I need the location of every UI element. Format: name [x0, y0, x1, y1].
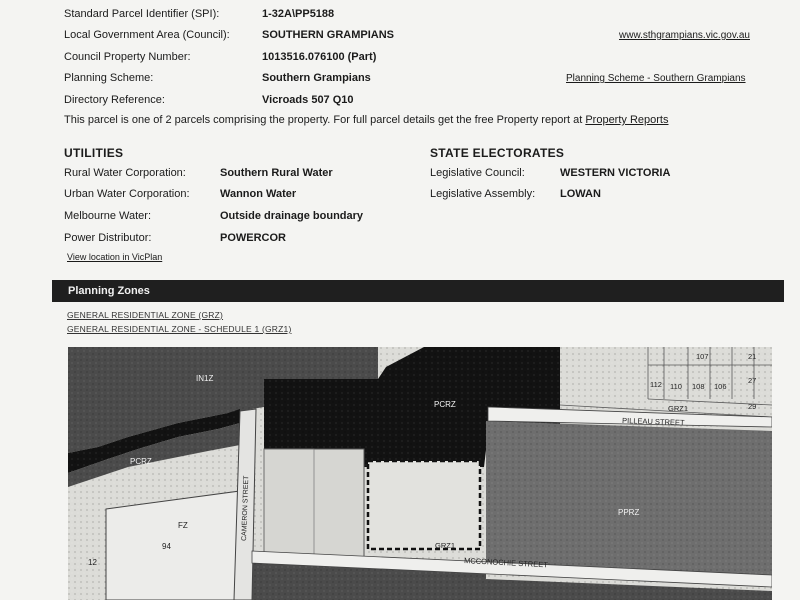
- directory-label: Directory Reference:: [64, 94, 165, 106]
- spi-value: 1-32A\PP5188: [262, 8, 335, 20]
- melbourne-water-value: Outside drainage boundary: [220, 210, 364, 222]
- label-lot-21: 21: [748, 352, 757, 361]
- label-lot-106: 106: [714, 382, 727, 391]
- parcel-note: [64, 114, 668, 126]
- urban-water-value: Wannon Water: [220, 188, 297, 200]
- lga-label: Local Government Area (Council):: [64, 29, 230, 41]
- label-lot-12: 12: [88, 558, 97, 567]
- melbourne-water-label: Melbourne Water:: [64, 210, 152, 222]
- power-distributor-label: Power Distributor:: [64, 232, 152, 244]
- planning-scheme-label: Planning Scheme:: [64, 72, 154, 84]
- vicplan-link[interactable]: View location in VicPlan: [67, 252, 163, 262]
- rural-water-value: Southern Rural Water: [220, 167, 333, 179]
- parcel-note-text: This parcel is one of 2 parcels comprising the property. For full parcel details get the free Property report at: [64, 114, 586, 126]
- legislative-council-label: Legislative Council:: [430, 167, 525, 179]
- label-lot-94: 94: [162, 542, 171, 551]
- label-lot-110: 110: [670, 382, 682, 391]
- legislative-council-value: WESTERN VICTORIA: [560, 167, 671, 179]
- rural-water-label: Rural Water Corporation:: [64, 167, 186, 179]
- directory-value: Vicroads 507 Q10: [262, 94, 354, 106]
- label-in1z: IN1Z: [196, 374, 214, 383]
- label-lot-29: 29: [748, 402, 757, 411]
- planning-zone-map[interactable]: [68, 347, 772, 600]
- spi-label: Standard Parcel Identifier (SPI):: [64, 8, 220, 20]
- council-number-label: Council Property Number:: [64, 51, 191, 63]
- planning-scheme-link[interactable]: Planning Scheme - Southern Grampians: [566, 73, 746, 84]
- property-reports-link[interactable]: Property Reports: [585, 114, 669, 126]
- grz-link[interactable]: GENERAL RESIDENTIAL ZONE (GRZ): [67, 310, 224, 320]
- council-number-value: 1013516.076100 (Part): [262, 51, 377, 63]
- label-pilleau-street: PILLEAU STREET: [621, 416, 685, 428]
- planning-zones-title: Planning Zones: [68, 285, 150, 297]
- lga-value: SOUTHERN GRAMPIANS: [262, 29, 395, 41]
- label-fz: FZ: [178, 521, 188, 530]
- label-mcconochie-street: MCCONOCHIE STREET: [463, 556, 549, 570]
- label-cameron-street: CAMERON STREET: [241, 475, 251, 542]
- electorates-heading: STATE ELECTORATES: [430, 146, 565, 160]
- utilities-heading: UTILITIES: [64, 146, 124, 160]
- label-lot-108: 108: [692, 382, 705, 391]
- label-pcrz-left: PCRZ: [130, 457, 152, 466]
- legislative-assembly-label: Legislative Assembly:: [430, 188, 536, 200]
- grz1-link[interactable]: GENERAL RESIDENTIAL ZONE - SCHEDULE 1 (GRZ1): [67, 324, 292, 334]
- legislative-assembly-value: LOWAN: [560, 188, 601, 200]
- label-lot-112: 112: [650, 380, 662, 389]
- label-lot-27: 27: [748, 376, 757, 385]
- label-pprz: PPRZ: [618, 508, 640, 517]
- planning-zones-header: [52, 280, 784, 302]
- council-website-link[interactable]: www.sthgrampians.vic.gov.au: [619, 30, 750, 41]
- power-distributor-value: POWERCOR: [220, 232, 286, 244]
- label-pcrz-top: PCRZ: [434, 400, 456, 409]
- subject-parcel-outline[interactable]: [368, 461, 480, 549]
- label-lot-107: 107: [696, 352, 709, 361]
- label-grz1-main: GRZ1: [435, 541, 456, 550]
- label-grz1-right: GRZ1: [668, 404, 689, 413]
- zone-fz-area: [106, 491, 240, 600]
- planning-scheme-value: Southern Grampians: [262, 72, 371, 84]
- urban-water-label: Urban Water Corporation:: [64, 188, 190, 200]
